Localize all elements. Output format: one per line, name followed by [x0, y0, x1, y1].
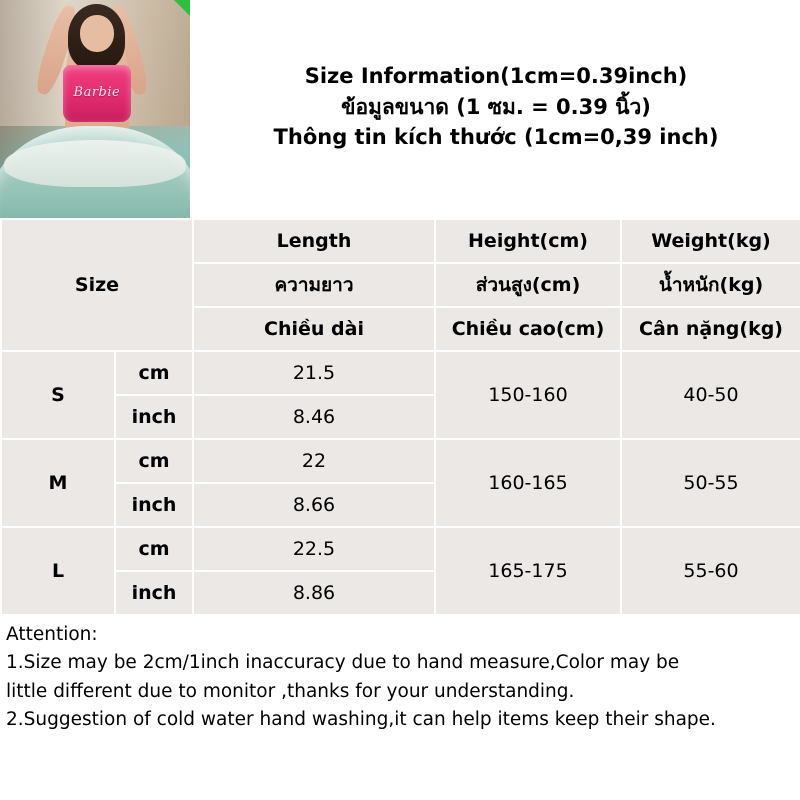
row-l-weight: 55-60	[621, 527, 800, 615]
row-s-length-cm: 21.5	[193, 351, 435, 395]
size-table	[0, 218, 800, 616]
title-block	[192, 0, 800, 218]
header-band	[0, 0, 800, 218]
row-m-length-inch: 8.66	[193, 483, 435, 527]
row-m-length-cm: 22	[193, 439, 435, 483]
attention-note-1-line-2: little different due to monitor ,thanks for your understanding.	[6, 680, 575, 702]
green-corner-icon	[174, 0, 190, 16]
row-l-length-inch: 8.86	[193, 571, 435, 615]
header-height-en: Height(cm)	[435, 219, 621, 263]
attention-heading: Attention:	[6, 624, 98, 645]
table-row	[1, 351, 800, 395]
header-length-vi: Chiều dài	[193, 307, 435, 351]
table-row	[1, 527, 800, 571]
row-m-height: 160-165	[435, 439, 621, 527]
header-weight-en: Weight(kg)	[621, 219, 800, 263]
header-length-th: ความยาว	[193, 263, 435, 307]
product-photo	[0, 0, 192, 218]
header-height-vi: Chiều cao(cm)	[435, 307, 621, 351]
bathtub-rim	[4, 140, 186, 188]
title-line-en: Size Information(1cm=0.39inch)	[304, 64, 688, 89]
header-height-th: ส่วนสูง(cm)	[435, 263, 621, 307]
row-size-s: S	[1, 351, 115, 439]
title-line-th: ข้อมูลขนาด (1 ซม. = 0.39 นิ้ว)	[341, 94, 651, 119]
table-row	[1, 439, 800, 483]
header-size-label: Size	[1, 219, 193, 351]
header-weight-th: น้ำหนัก(kg)	[621, 263, 800, 307]
row-m-unit-cm: cm	[115, 439, 193, 483]
table-header-row-en	[1, 219, 800, 263]
pink-tube-top	[63, 65, 131, 122]
row-s-weight: 40-50	[621, 351, 800, 439]
title-line-vi: Thông tin kích thước (1cm=0,39 inch)	[273, 125, 719, 150]
garment-print-text: Barbie	[73, 84, 121, 100]
row-m-unit-inch: inch	[115, 483, 193, 527]
attention-block	[0, 616, 800, 733]
attention-note-2: 2.Suggestion of cold water hand washing,it can help items keep their shape.	[6, 708, 716, 730]
row-m-weight: 50-55	[621, 439, 800, 527]
row-l-height: 165-175	[435, 527, 621, 615]
row-s-length-inch: 8.46	[193, 395, 435, 439]
row-size-m: M	[1, 439, 115, 527]
photo-background	[0, 0, 190, 218]
row-l-unit-cm: cm	[115, 527, 193, 571]
header-weight-vi: Cân nặng(kg)	[621, 307, 800, 351]
row-s-unit-inch: inch	[115, 395, 193, 439]
model-face	[80, 15, 114, 52]
row-l-length-cm: 22.5	[193, 527, 435, 571]
attention-note-1-line-1: 1.Size may be 2cm/1inch inaccuracy due to hand measure,Color may be	[6, 652, 680, 674]
row-s-height: 150-160	[435, 351, 621, 439]
row-size-l: L	[1, 527, 115, 615]
header-length-en: Length	[193, 219, 435, 263]
row-s-unit-cm: cm	[115, 351, 193, 395]
row-l-unit-inch: inch	[115, 571, 193, 615]
